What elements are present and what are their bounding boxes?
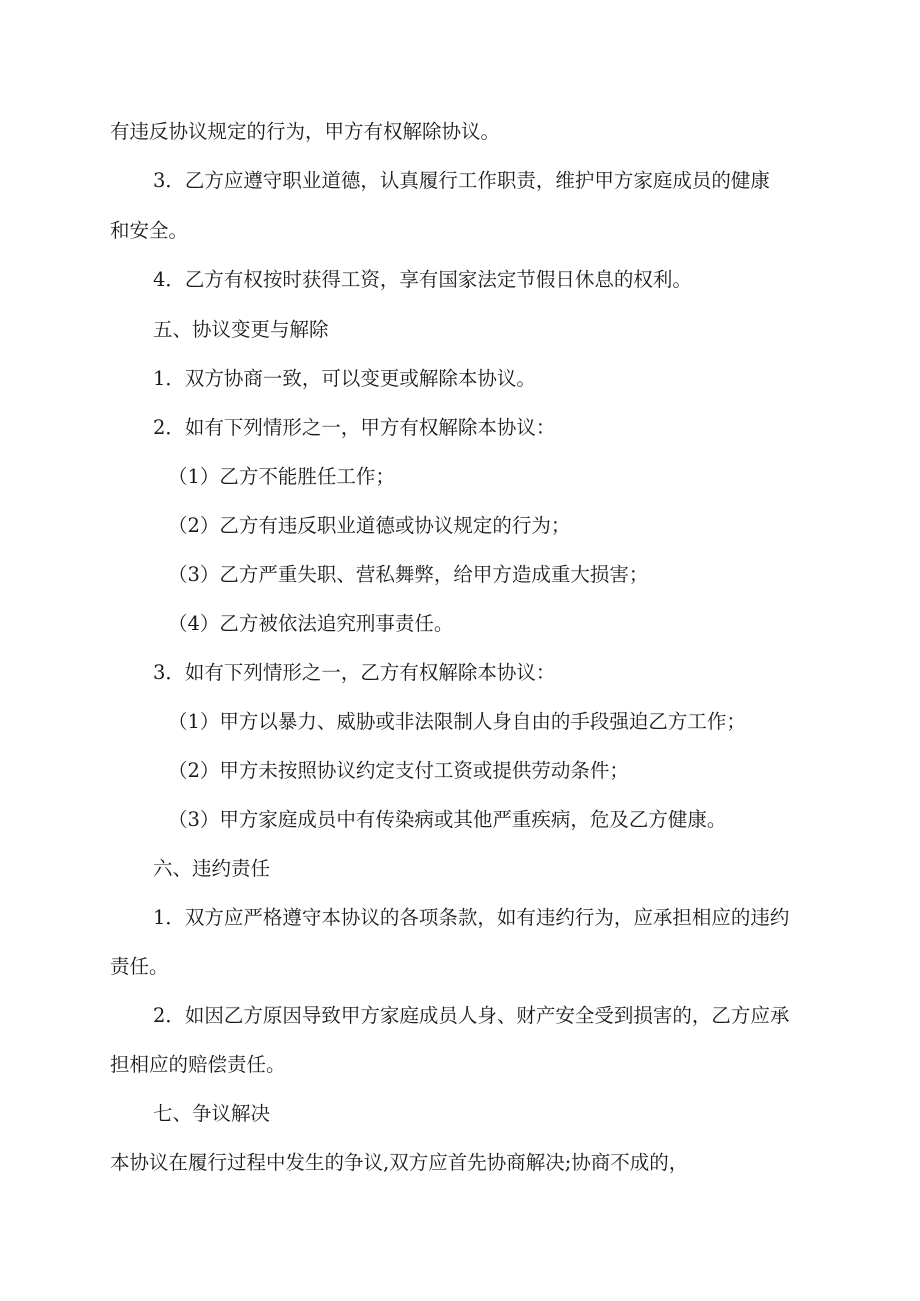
clause-item: 4．乙方有权按时获得工资，享有国家法定节假日休息的权利。 xyxy=(153,268,692,291)
sub-clause-item: （4）乙方被依法追究刑事责任。 xyxy=(168,612,454,635)
clause-item: 1．双方应严格遵守本协议的各项条款，如有违约行为，应承担相应的违约 xyxy=(153,906,790,929)
clause-item: 2．如因乙方原因导致甲方家庭成员人身、财产安全受到损害的，乙方应承 xyxy=(153,1004,790,1027)
sub-clause-item: （2）乙方有违反职业道德或协议规定的行为； xyxy=(168,514,571,537)
sub-clause-item: （3）甲方家庭成员中有传染病或其他严重疾病，危及乙方健康。 xyxy=(168,808,727,831)
sub-clause-item: （1）乙方不能胜任工作； xyxy=(168,465,395,488)
paragraph-line: 责任。 xyxy=(110,955,169,978)
sub-clause-item: （2）甲方未按照协议约定支付工资或提供劳动条件； xyxy=(168,759,629,782)
sub-clause-item: （3）乙方严重失职、营私舞弊，给甲方造成重大损害； xyxy=(168,563,649,586)
clause-item: 1．双方协商一致，可以变更或解除本协议。 xyxy=(153,367,536,390)
section-heading: 七、争议解决 xyxy=(153,1102,271,1125)
paragraph-line: 有违反协议规定的行为，甲方有权解除协议。 xyxy=(110,120,501,143)
sub-clause-item: （1）甲方以暴力、威胁或非法限制人身自由的手段强迫乙方工作； xyxy=(168,710,746,733)
section-heading: 六、违约责任 xyxy=(153,857,271,880)
paragraph-line: 本协议在履行过程中发生的争议,双方应首先协商解决;协商不成的， xyxy=(110,1151,689,1174)
paragraph-line: 担相应的赔偿责任。 xyxy=(110,1053,286,1076)
clause-item: 2．如有下列情形之一，甲方有权解除本协议： xyxy=(153,416,556,439)
clause-item: 3．乙方应遵守职业道德，认真履行工作职责，维护甲方家庭成员的健康 xyxy=(153,169,770,192)
section-heading: 五、协议变更与解除 xyxy=(153,318,329,341)
paragraph-line: 和安全。 xyxy=(110,219,189,242)
clause-item: 3．如有下列情形之一，乙方有权解除本协议： xyxy=(153,661,556,684)
